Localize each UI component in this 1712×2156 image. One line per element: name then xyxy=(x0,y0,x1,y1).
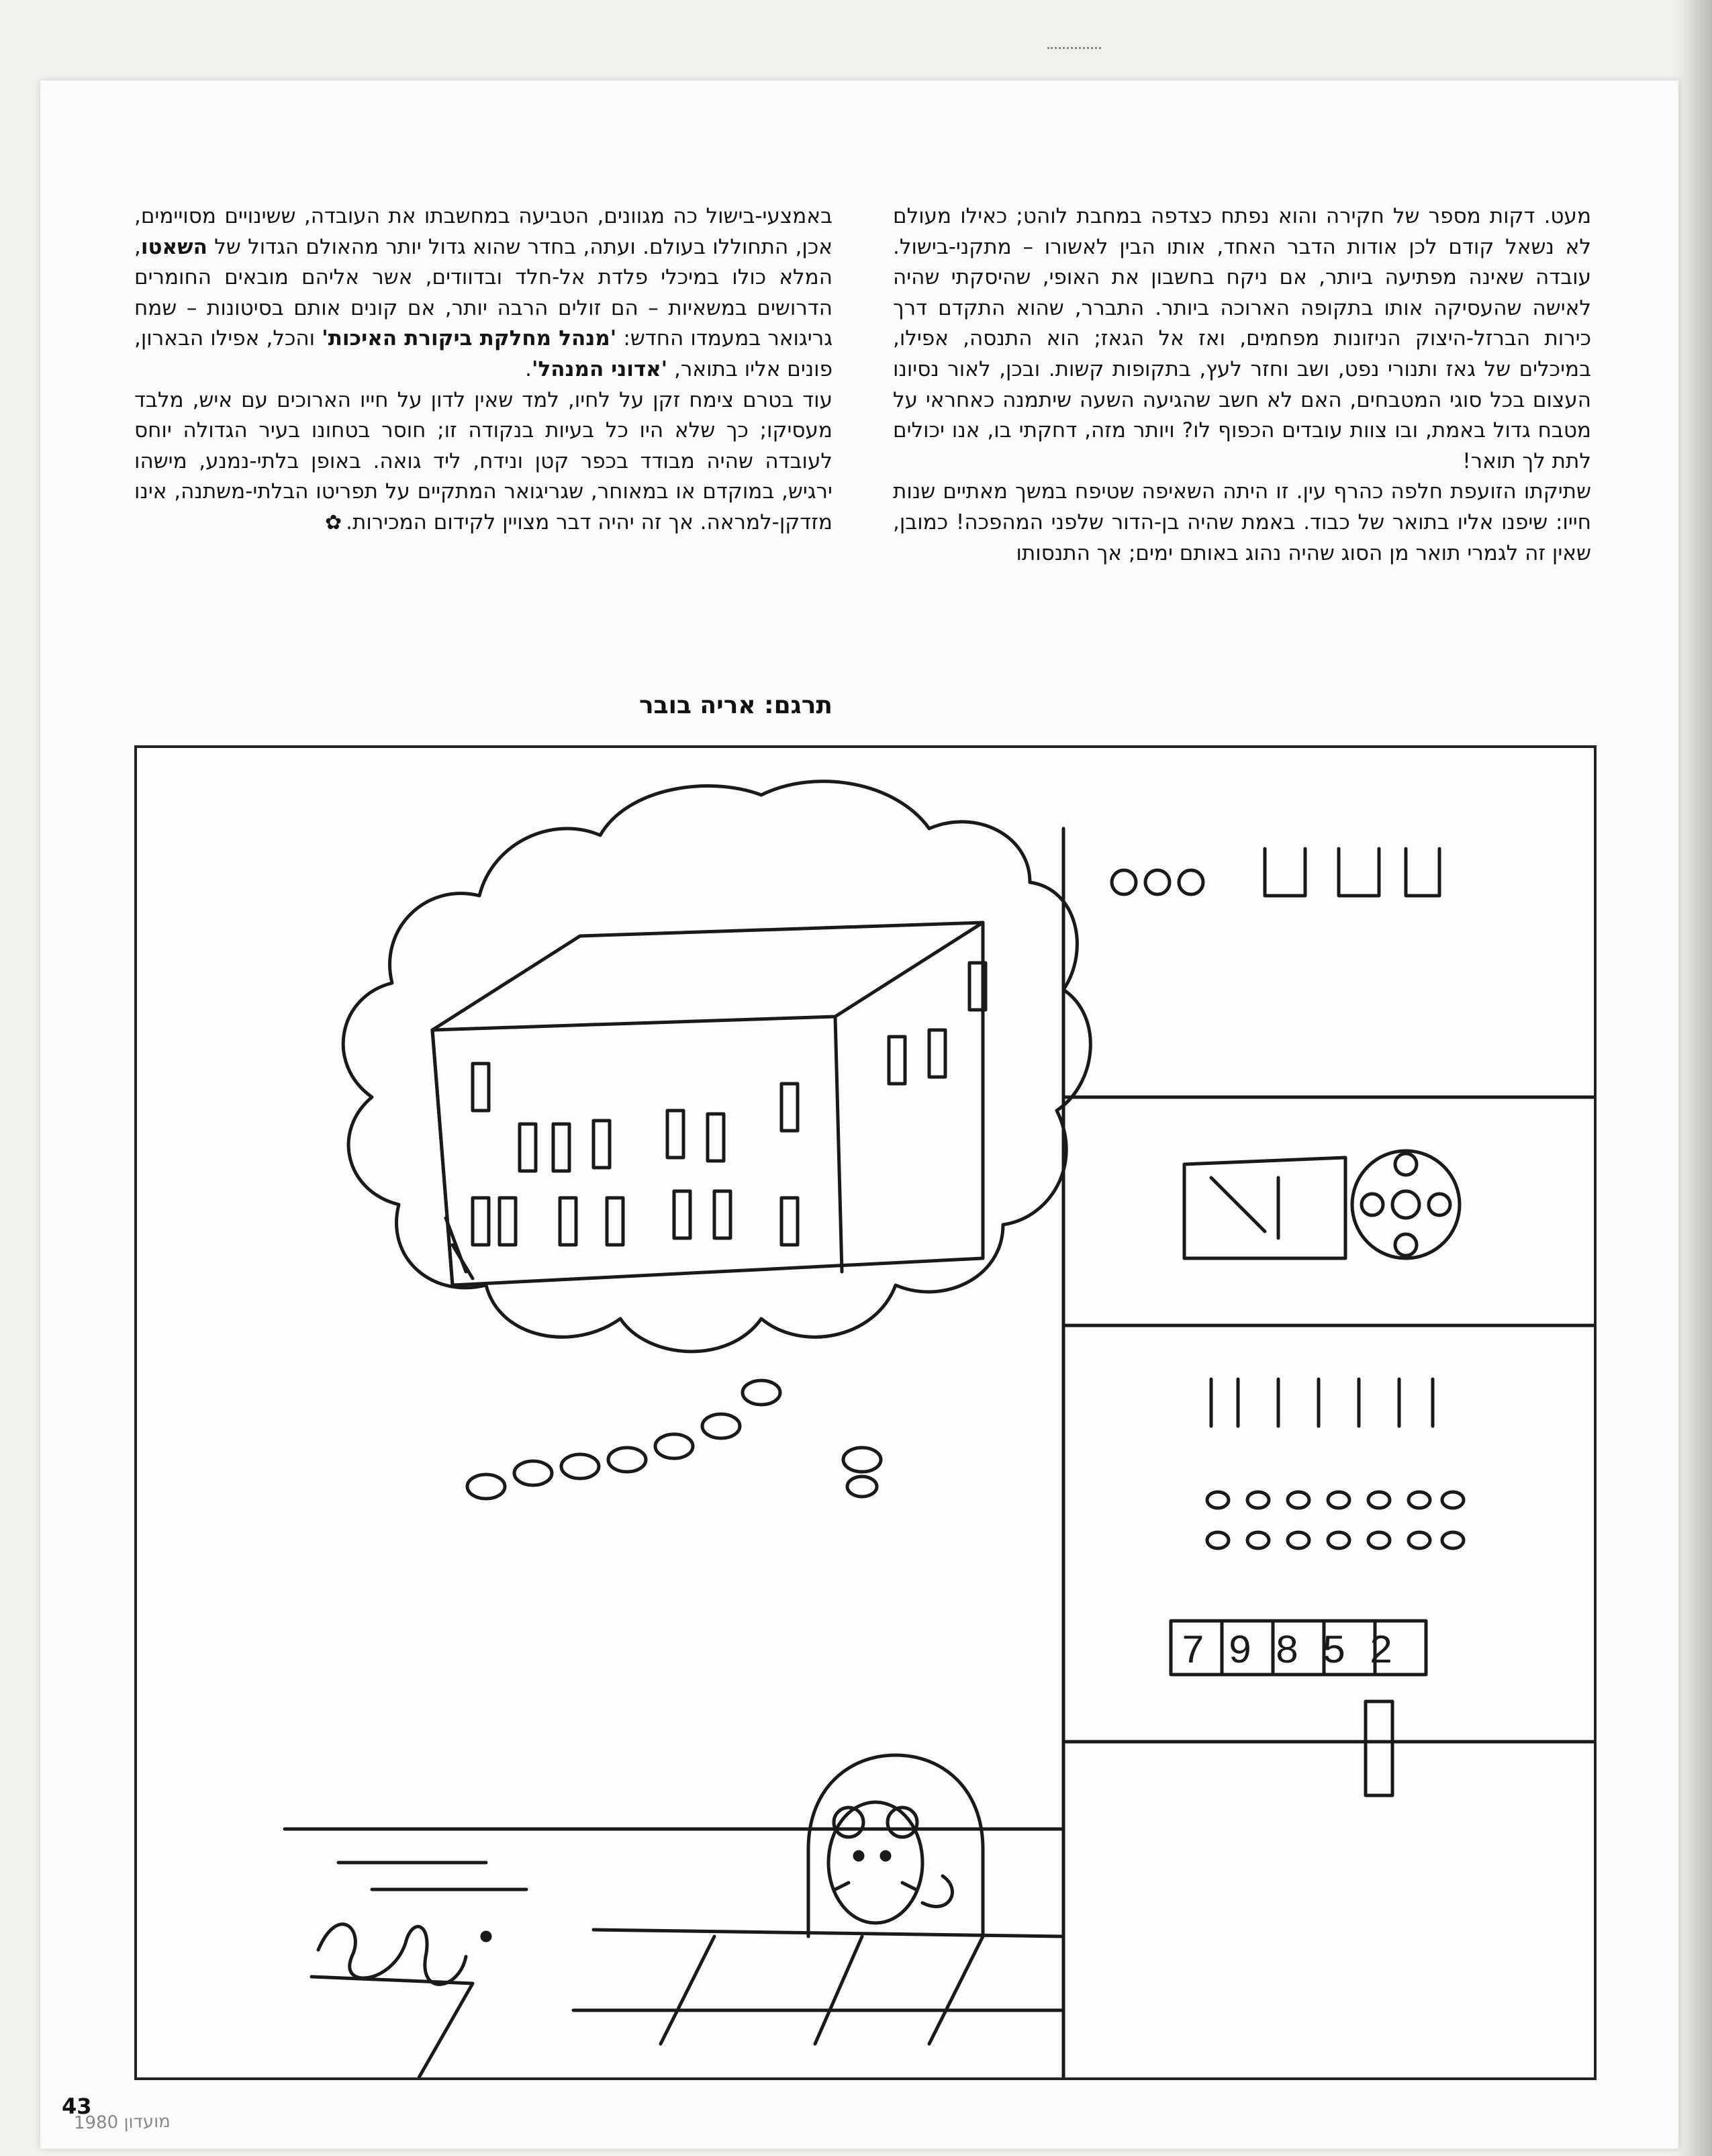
bold-term: 'אדוני המנהל' xyxy=(531,357,668,381)
thought-cloud-icon xyxy=(343,782,1090,1352)
paragraph: מעט. דקות מספר של חקירה והוא נפתח כצדפה במחבת לוהט; כאילו מעולם לא נשאל קודם לכן אודות הדבר האחד, אותו הבין לאשורו – מתקני-בישול. עובדה שאינה מפתיעה ביותר, אם ניקח בחשבון את האופי, שהיסקתי שהיה לאישה שהעסיקה אותו בתקופה הארוכה ביותר. התברר, שהוא התקדם דרך כירות הברזל-היצוק הניזונות מפחמים, ואז אל הגאז; הוא התנסה, אפילו, במיכלים של גאז ותנורי נפט, ושב וחזר לעץ, בתקופות קשות. ובכן, לאור נסיונו העצום בכל סוגי המטבחים, האם לא חשב שהגיעה השעה שיתמנה כאחראי על מטבח גדול באמת, ובו צוות עובדים הכפוף לו? ויותר מזה, דחקתי בו, אנו יכולים לתת לך תואר! xyxy=(893,204,1591,473)
scan-mark xyxy=(1047,47,1101,61)
artist-signature-icon xyxy=(318,1924,466,1985)
paragraph xyxy=(134,385,833,538)
text-run: , המלא כולו במיכלי פלדת אל-חלד ובדוודים, אשר אליהם מובאים החומרים הדרושים במשאיות – הם זולים הרבה יותר, אם קונים אותם בסיטונות – שמח גריגואר במעמדו החדש: xyxy=(134,234,833,351)
mouse-icon xyxy=(808,1755,983,1936)
bold-term: 'מנהל מחלקת ביקורת האיכות' xyxy=(322,326,617,351)
left-column xyxy=(134,201,833,538)
bleed-through-text: 1980 מועדון xyxy=(73,2111,171,2134)
translator-credit: תרגם: אריה בובר xyxy=(638,692,833,719)
text-run: עוד בטרם צימח זקן על לחיו, למד שאין לדון על חייו הארוכים עם איש, מלבד מעסיקו; כך שלא היו כל בעיות בנקודה זו; חוסר בטחונו בעיר הגדולה יוחס לעובדה שהיה מבודד בכפר קטן ונידח, ליד גואה. באופן בלתי-נמנע, מישהו ירגיש, במוקדם או במאוחר, שגריגואר המתקיים על תפריטו הבלתי-משתנה, אינו מזדקן-למראה. אך זה יהיה דבר מצויין לקידום המכירות. xyxy=(134,387,833,534)
page-number: 43 xyxy=(62,2094,92,2119)
paragraph: שתיקתו הזועפת חלפה כהרף עין. זו היתה השאיפה שטיפח במשך מאתיים שנות חייו: שיפנו אליו בתואר של כבוד. באמת שהיה בן-הדור שלפני המהפכה! כמובן, שאין זה לגמרי תואר מן הסוג שהיה נהוג באותם ימים; אך התנסותו xyxy=(893,479,1591,565)
right-column xyxy=(893,201,1591,569)
text-run: באמצעי-בישול כה מגוונים, הטביעה במחשבתו את העובדה, ששינויים מסויימים, אכן, התחוללו בעולם. ועתה, בחדר שהוא גדול יותר מהאולם הגדול של xyxy=(134,204,833,259)
thought-bubbles-icon xyxy=(467,1380,881,1499)
kitchen-machine-icon xyxy=(1063,829,1594,2077)
text-run: . xyxy=(525,357,532,381)
paragraph xyxy=(134,201,833,385)
text-run: והכל, אפילו הבארון, פונים אליו בתואר, xyxy=(134,326,833,381)
bold-term: השאטו xyxy=(140,234,207,259)
end-of-article-icon: ✿ xyxy=(324,510,342,534)
counter-display: 79852 xyxy=(1180,1630,1417,1675)
cartoon-illustration xyxy=(134,745,1597,2080)
building-icon xyxy=(432,923,986,1285)
